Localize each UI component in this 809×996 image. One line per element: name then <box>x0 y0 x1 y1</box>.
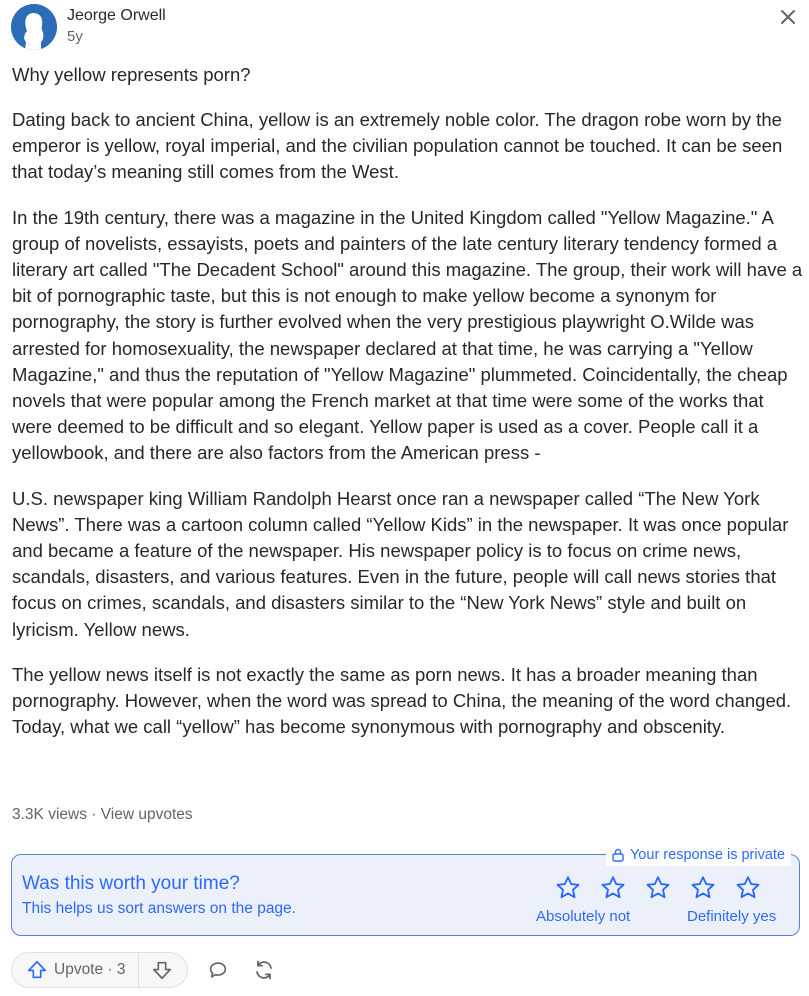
upvote-arrow-icon <box>26 959 48 981</box>
comment-icon <box>207 959 229 981</box>
star-icon[interactable] <box>554 874 582 902</box>
private-response-tag <box>606 844 791 866</box>
downvote-button[interactable] <box>139 953 187 987</box>
close-icon <box>777 6 799 28</box>
rating-stars <box>554 874 779 902</box>
scale-low-label: Absolutely not <box>536 908 631 925</box>
upvote-text <box>54 961 126 979</box>
star-icon[interactable] <box>689 874 717 902</box>
author-name[interactable]: Jeorge Orwell <box>67 7 166 24</box>
star-icon[interactable] <box>734 874 762 902</box>
share-button[interactable] <box>246 952 282 988</box>
star-icon[interactable] <box>644 874 672 902</box>
share-icon <box>252 958 276 982</box>
upvote-separator: · <box>103 961 117 978</box>
answer-paragraph: In the 19th century, there was a magazine in the United Kingdom called "Yellow Magazine." A group of novelists, essayists, poets and painters of the late century literary tendency formed a literary art called "The Decadent School" around this magazine. The group, their work will have a bit of pornographic taste, but this is not enough to make yellow become a synonym for pornography, the story is further evolved when the very prestigious playwright O.Wilde was arrested for homosexuality, the newspaper declared at that time, he was carrying a "Yellow Magazine," and thus the reputation of "Yellow Magazine" plummeted. Coincidentally, the cheap novels that were popular among the French market at that time were some of the works that were deemed to be difficult and so elegant. Yellow paper is used as a cover. People call it a yellowbook, and there are also factors from the American press - <box>12 206 803 464</box>
answer-paragraph: Dating back to ancient China, yellow is an extremely noble color. The dragon robe worn by the emperor is yellow, royal imperial, and the civilian population cannot be touched. It can be seen that today’s meaning still comes from the West. <box>12 109 783 183</box>
answer-paragraph: U.S. newspaper king William Randolph Hearst once ran a newspaper called “The New York News”. There was a cartoon column called “Yellow Kids” in the newspaper. It was once popular and became a feature of the newspaper. His newspaper policy is to focus on crime news, scandals, disasters, and various features. Even in the future, people will call news stories that focus on crimes, scandals, and disasters similar to the “New York News” style and built on lyricism. Yellow news. <box>12 487 789 640</box>
post-header <box>11 4 166 50</box>
close-button[interactable] <box>777 6 799 28</box>
view-upvotes-link[interactable]: View upvotes <box>100 806 193 823</box>
vote-pill <box>11 952 188 988</box>
scale-high-label: Definitely yes <box>687 908 777 925</box>
action-bar <box>11 952 282 988</box>
lock-icon <box>612 848 624 862</box>
comment-button[interactable] <box>200 952 236 988</box>
answer-content <box>12 62 804 759</box>
author-meta <box>67 6 166 48</box>
survey-question: Was this worth your time? <box>22 873 240 894</box>
answer-stats <box>12 806 193 824</box>
answer-paragraph: The yellow news itself is not exactly the same as porn news. It has a broader meaning than pornography. However, when the word was spread to China, the meaning of the word changed. Today, what we call “yellow” has become synonymous with pornography and obscenity. <box>12 663 792 738</box>
survey-subtext: This helps us sort answers on the page. <box>22 900 296 917</box>
question-title: Why yellow represents porn? <box>12 64 251 85</box>
private-response-label: Your response is private <box>629 847 785 863</box>
post-age: 5y <box>67 28 83 45</box>
avatar-silhouette-icon <box>11 4 57 50</box>
upvote-button[interactable] <box>12 953 138 987</box>
upvote-label: Upvote <box>54 961 104 978</box>
worth-your-time-survey <box>11 847 800 936</box>
downvote-arrow-icon <box>151 959 173 981</box>
upvote-count: 3 <box>116 961 126 978</box>
stats-separator: · <box>86 806 101 823</box>
author-avatar[interactable] <box>11 4 57 50</box>
views-count: 3.3K views <box>12 806 87 823</box>
star-icon[interactable] <box>599 874 627 902</box>
